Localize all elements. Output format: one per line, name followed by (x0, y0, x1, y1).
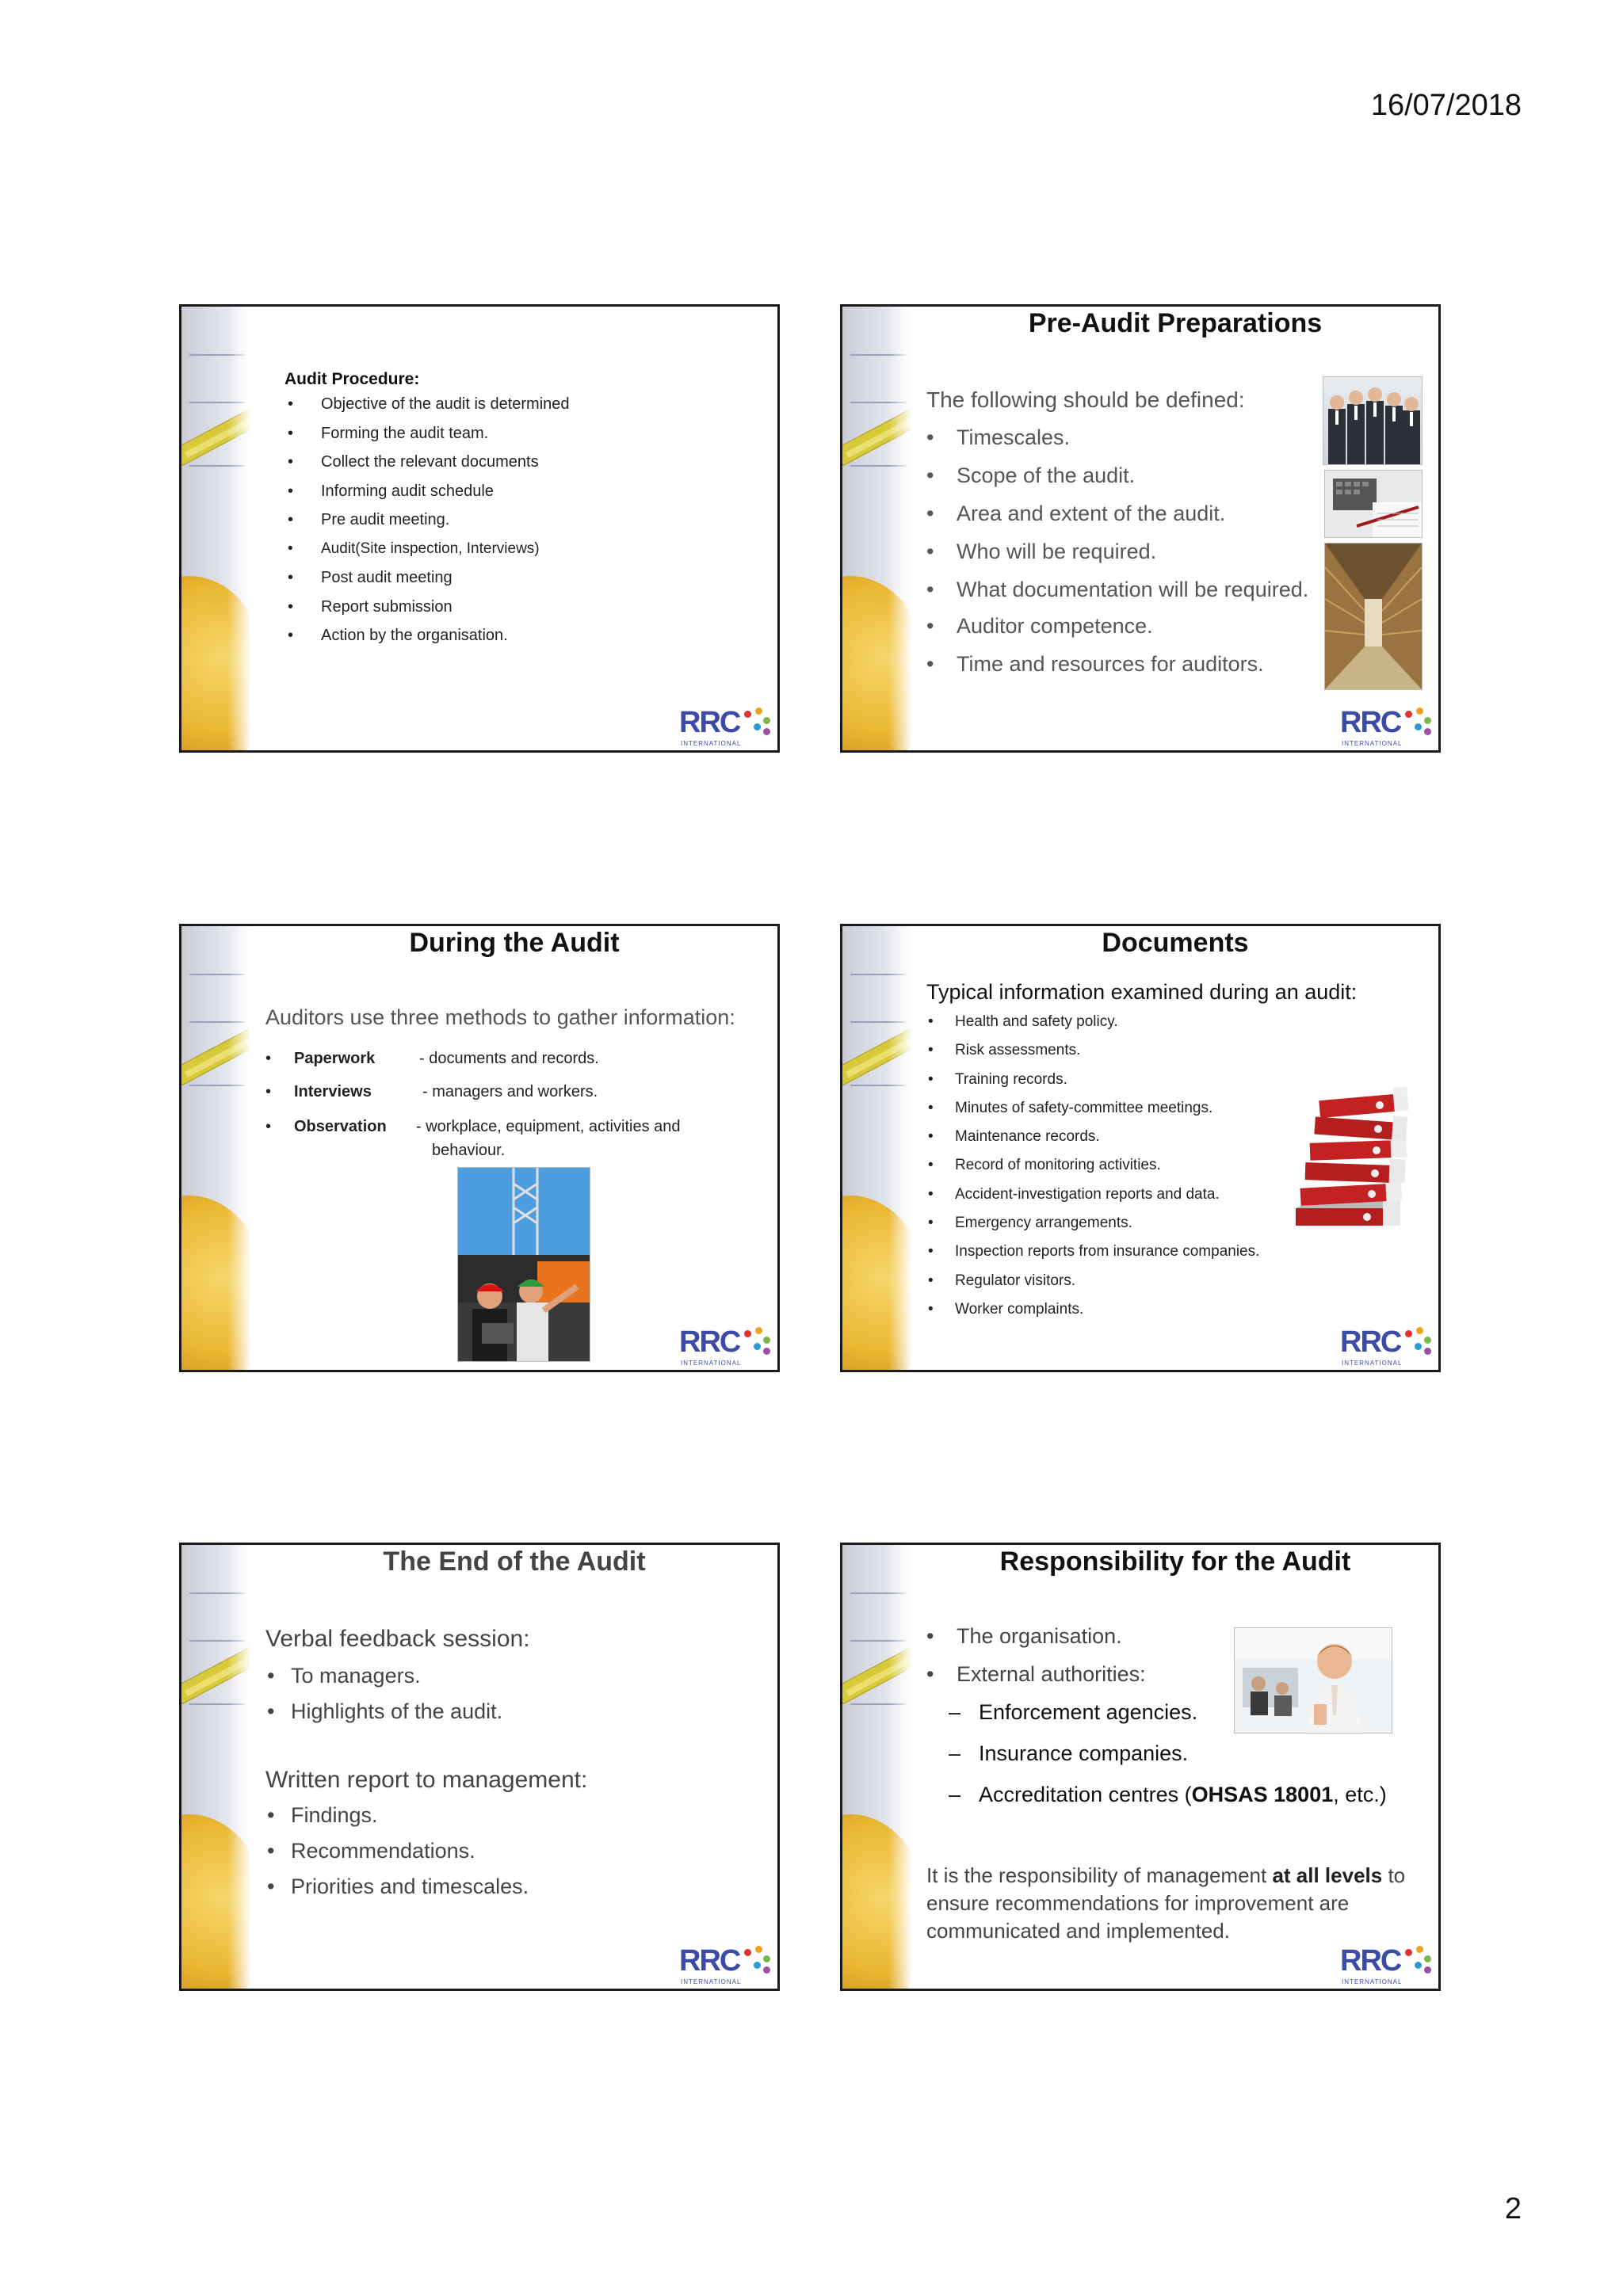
slide-side-image (181, 926, 251, 1370)
list-item: • Objective of the audit is determined (288, 395, 570, 413)
list-item: • Inspection reports from insurance companies. (928, 1243, 1260, 1261)
list-item: • External authorities: (926, 1662, 1146, 1686)
responsibility-statement: It is the responsibility of management at all levels to ensure recommendations for improvement are communicated and implemented. (926, 1863, 1406, 1943)
list-item: • The organisation. (926, 1624, 1122, 1648)
page-date: 16/07/2018 (1370, 89, 1522, 122)
list-item: • Collect the relevant documents (288, 453, 539, 471)
list-item: • Health and safety policy. (928, 1013, 1118, 1030)
section-heading: Verbal feedback session: (265, 1626, 530, 1652)
list-item: • Time and resources for auditors. (926, 652, 1264, 676)
slide-intro: Typical information examined during an audit: (926, 980, 1358, 1004)
slide-title: During the Audit (409, 928, 620, 958)
slide-side-image (842, 307, 912, 750)
method-desc: - documents and records. (419, 1050, 599, 1067)
rrc-logo: RRC INTERNATIONAL (679, 706, 773, 747)
method-desc: - managers and workers. (422, 1083, 598, 1100)
slide-title: Documents (1102, 928, 1249, 958)
method-desc: - workplace, equipment, activities and (416, 1118, 681, 1135)
binders-stack-image (1288, 1081, 1410, 1232)
written-report-list (267, 1803, 743, 1910)
rrc-logo: RRC INTERNATIONAL (1340, 1944, 1434, 1985)
slide-end-of-audit (179, 1543, 780, 1991)
list-item: • Priorities and timescales. (267, 1875, 529, 1898)
list-item: • Training records. (928, 1070, 1067, 1088)
slide-title: Pre-Audit Preparations (1028, 308, 1323, 338)
slide-responsibility (840, 1543, 1441, 1991)
slide-during-the-audit (179, 924, 780, 1372)
page-number: 2 (1504, 2192, 1522, 2225)
list-item: • Auditor competence. (926, 614, 1153, 638)
list-item: • Pre audit meeting. (288, 511, 450, 528)
workers-oil-rig-photo (457, 1167, 590, 1362)
list-item: • Forming the audit team. (288, 424, 489, 442)
list-item: • Action by the organisation. (288, 627, 508, 644)
list-item: • Accident-investigation reports and data. (928, 1185, 1220, 1203)
list-item: • Record of monitoring activities. (928, 1157, 1161, 1174)
list-item: • Report submission (288, 597, 453, 616)
method-desc-cont: behaviour. (432, 1142, 506, 1159)
list-item: • Timescales. (926, 425, 1071, 449)
rrc-logo: RRC INTERNATIONAL (679, 1944, 773, 1985)
list-item: • Minutes of safety-committee meetings. (928, 1099, 1213, 1116)
list-item: • Highlights of the audit. (267, 1699, 503, 1723)
list-item: • Regulator visitors. (928, 1272, 1076, 1289)
list-item: • To managers. (267, 1664, 421, 1688)
businessman-office-photo (1234, 1627, 1392, 1733)
list-item: • Risk assessments. (928, 1042, 1081, 1059)
list-item: • Maintenance records. (928, 1128, 1100, 1146)
method-row: • Observation - workplace, equipment, activities and behaviour. (265, 1118, 681, 1159)
audit-procedure-heading: Audit Procedure: (285, 370, 420, 388)
business-team-photo (1323, 376, 1423, 465)
list-item: • Findings. (267, 1803, 378, 1827)
list-item: • Area and extent of the audit. (926, 502, 1226, 525)
rrc-logo: RRC INTERNATIONAL (1340, 706, 1434, 747)
list-item: • Audit(Site inspection, Interviews) (288, 540, 540, 557)
list-item: – Enforcement agencies. (949, 1700, 1198, 1724)
slide-intro: The following should be defined: (926, 387, 1245, 412)
list-item: • Informing audit schedule (288, 482, 494, 500)
slide-side-image (181, 307, 251, 750)
slide-side-image (842, 926, 912, 1370)
slide-pre-audit-preparations (840, 304, 1441, 753)
documents-pen-photo (1324, 470, 1423, 538)
list-item: • Worker complaints. (928, 1300, 1084, 1318)
list-item: – Accreditation centres (OHSAS 18001, etc.) (949, 1783, 1387, 1806)
list-item: • Who will be required. (926, 540, 1157, 563)
audit-procedure-list (288, 395, 736, 656)
method-name: Interviews (294, 1083, 372, 1100)
rrc-logo: RRC INTERNATIONAL (1340, 1325, 1434, 1367)
method-name: Observation (294, 1118, 387, 1135)
list-item: • Post audit meeting (288, 569, 453, 586)
warehouse-photo (1324, 543, 1423, 690)
list-item: • Emergency arrangements. (928, 1215, 1132, 1232)
verbal-feedback-list (267, 1664, 743, 1735)
slide-side-image (842, 1545, 912, 1989)
slide-documents (840, 924, 1441, 1372)
slide-title: The End of the Audit (383, 1547, 646, 1577)
method-row: • Paperwork - documents and records. (265, 1050, 599, 1067)
slide-audit-procedure (179, 304, 780, 753)
method-row: • Interviews - managers and workers. (265, 1083, 598, 1100)
list-item: • Recommendations. (267, 1839, 475, 1863)
slide-side-image (181, 1545, 251, 1989)
rrc-logo: RRC INTERNATIONAL (679, 1325, 773, 1367)
method-name: Paperwork (294, 1050, 376, 1067)
slide-title: Responsibility for the Audit (999, 1547, 1351, 1577)
section-heading: Written report to management: (265, 1767, 588, 1793)
slide-intro: Auditors use three methods to gather information: (265, 1005, 735, 1029)
list-item: • Scope of the audit. (926, 463, 1136, 487)
list-item: – Insurance companies. (949, 1741, 1189, 1765)
list-item: • What documentation will be required. (926, 578, 1309, 601)
